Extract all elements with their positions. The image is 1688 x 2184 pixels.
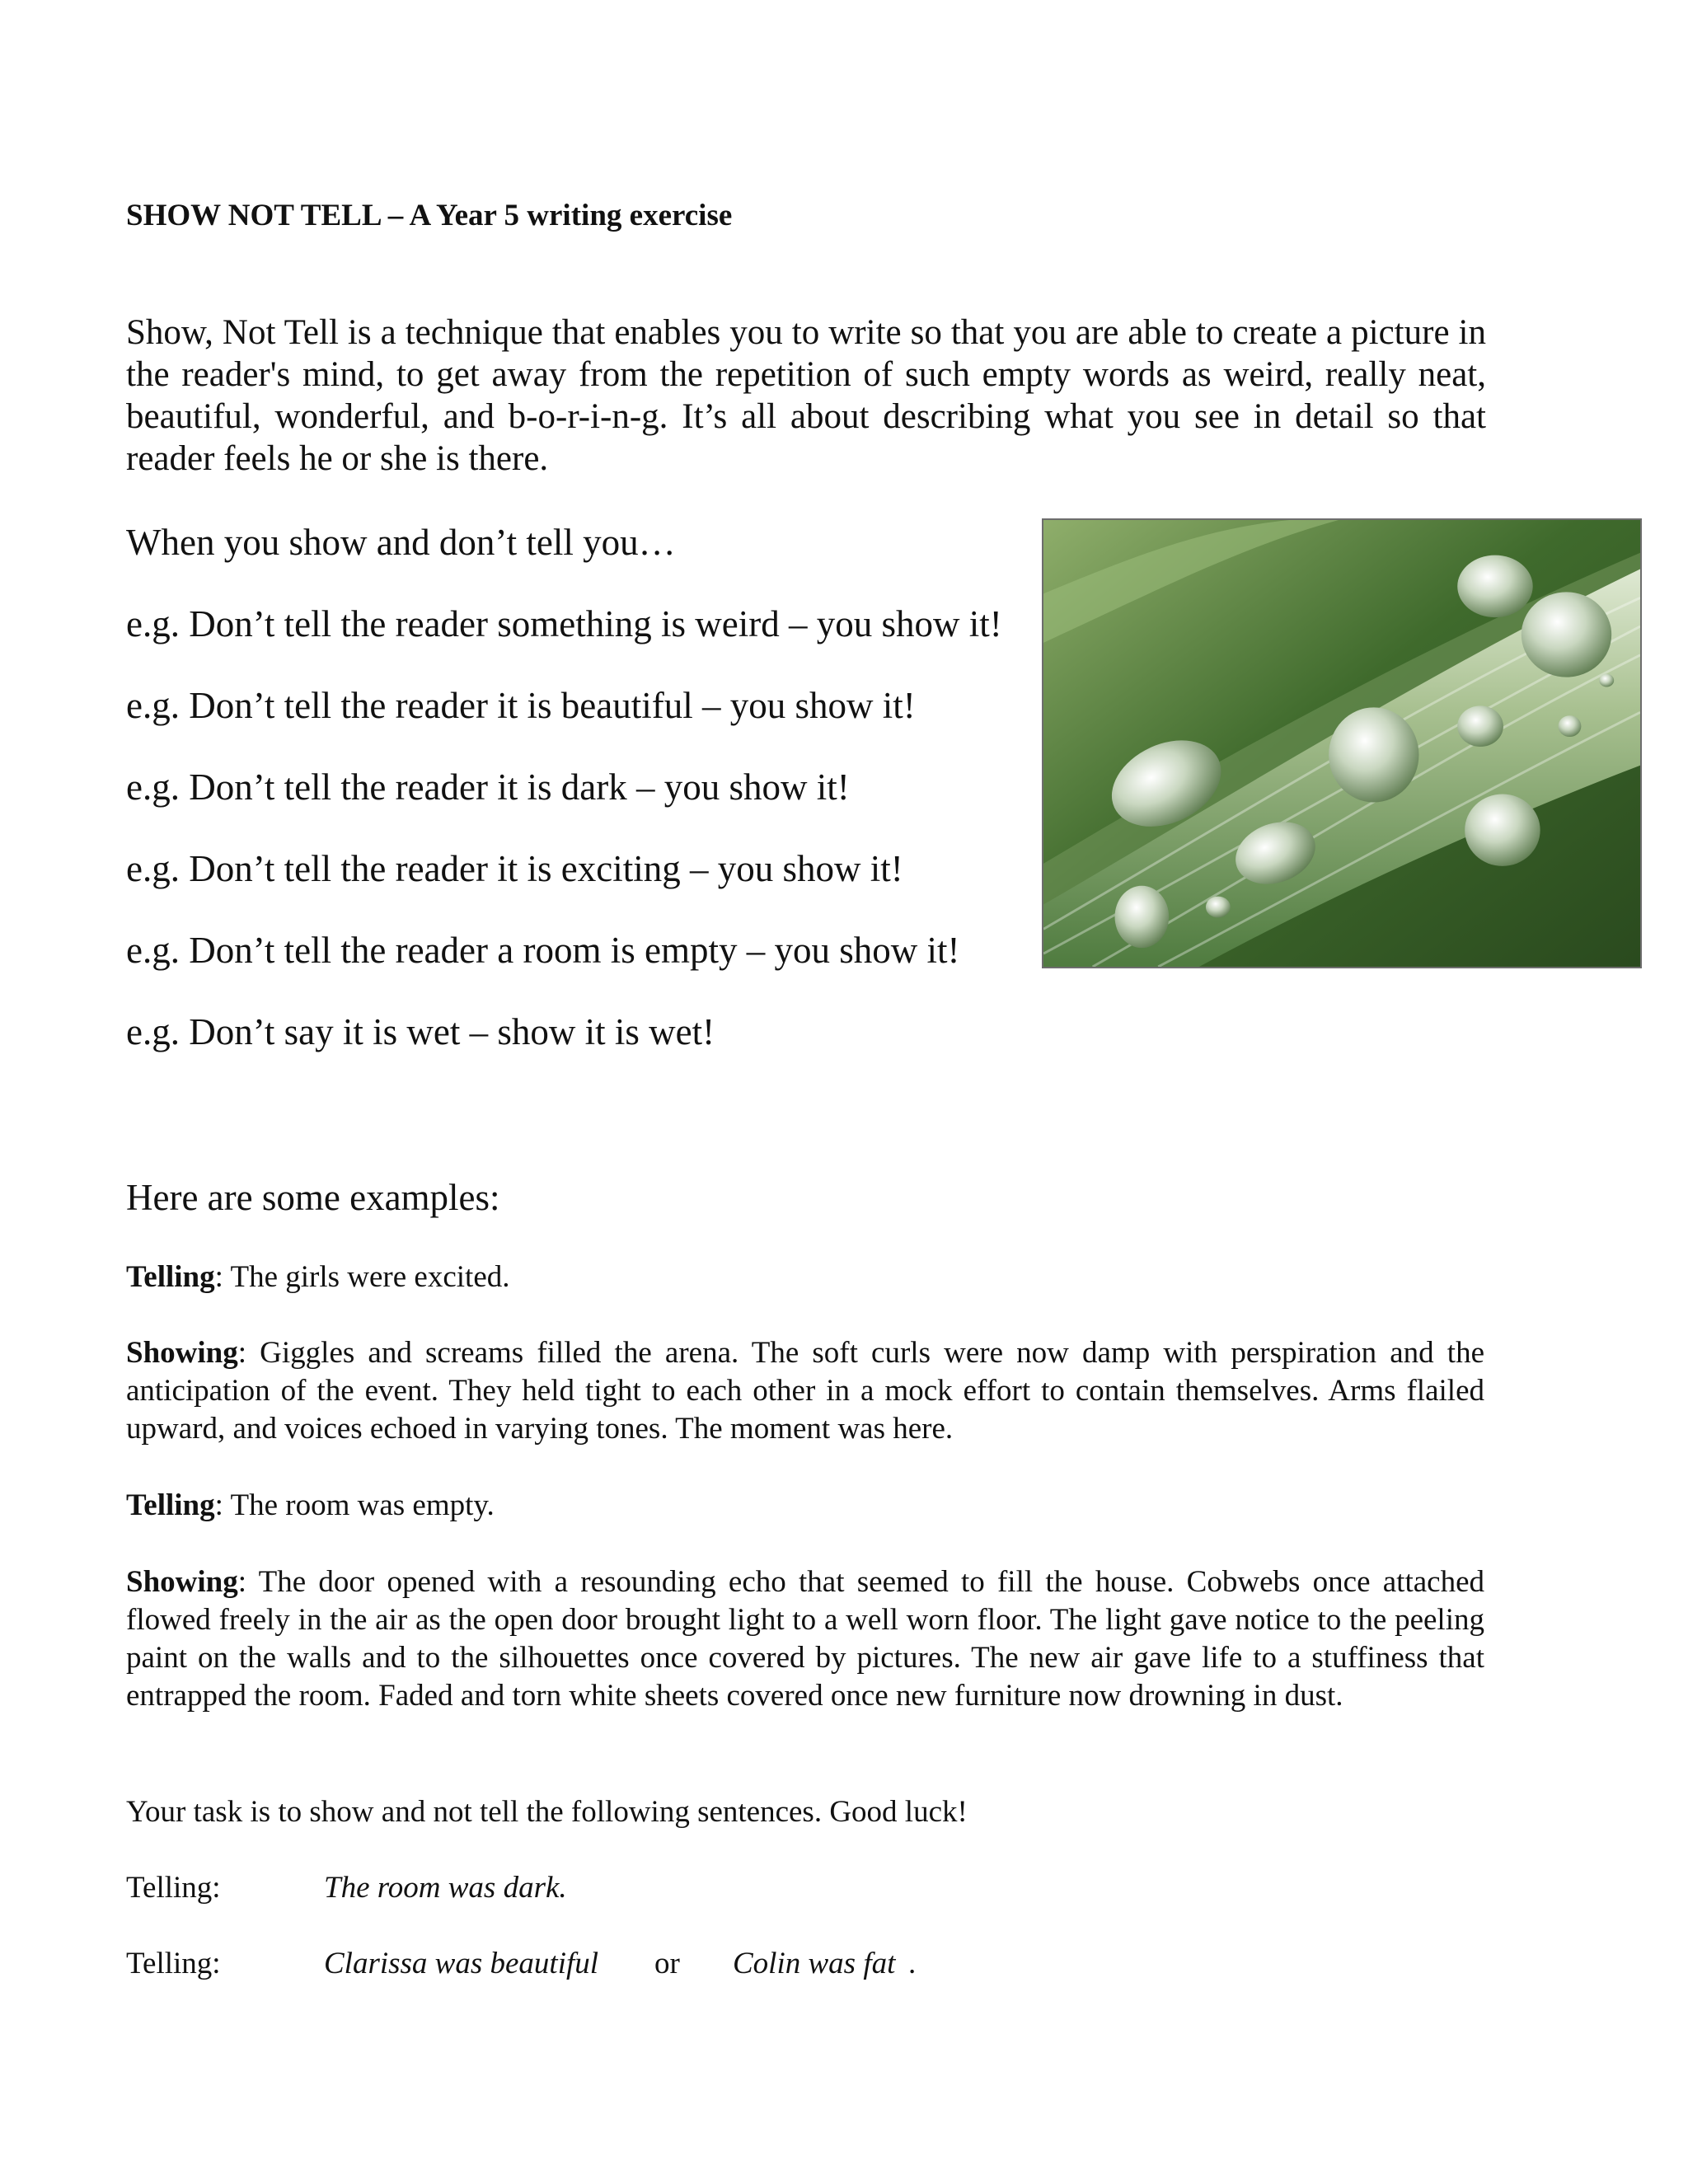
example-text: : The room was empty.: [214, 1488, 495, 1522]
task-alt-sentence: Colin was fat: [733, 1947, 896, 1980]
eg-line: e.g. Don’t tell the reader it is beautiful – you show it!: [126, 685, 916, 726]
task-row: [126, 1946, 1115, 1984]
task-end-punct: .: [908, 1947, 917, 1980]
example-text: : The door opened with a resounding echo that seemed to fill the house. Cobwebs once attached flowed freely in the air as the open door brought light to a well worn floor. The light gave notice to the peeling paint on the walls and to the silhouettes once covered by pictures. The new air gave life to a stuffiness that entrapped the room. Faded and torn white sheets covered once new furniture now drowning in dust.: [126, 1565, 1484, 1713]
water-droplets-on-leaf-photo: [1042, 518, 1642, 968]
example-text: : Giggles and screams filled the arena. The soft curls were now damp with perspiration and the anticipation of the event. They held tight to each other in a mock effort to contain themselves. Arms flailed upward, and voices echoed in varying tones. The moment was here.: [126, 1336, 1484, 1446]
example-label: Showing: [126, 1565, 238, 1599]
task-row: [126, 1870, 1115, 1908]
eg-line: e.g. Don’t tell the reader a room is empty – you show it!: [126, 930, 960, 971]
example-showing-1: [126, 1334, 1484, 1448]
task-or: or: [654, 1947, 680, 1980]
example-telling-2: [126, 1487, 1484, 1525]
task-sentence: Clarissa was beautiful: [324, 1947, 599, 1980]
intro-paragraph: Show, Not Tell is a technique that enables you to write so that you are able to create a picture in the reader's mind, to get away from the repetition of such empty words as weird, really neat, beautiful, wonderful, and b-o-r-i-n-g. It’s all about describing what you see in detail so that reader feels he or she is there.: [126, 313, 1486, 478]
examples-heading: Here are some examples:: [126, 1177, 500, 1218]
example-showing-2: [126, 1563, 1484, 1715]
task-label: Telling:: [126, 1947, 221, 1980]
page-title: SHOW NOT TELL – A Year 5 writing exercise: [126, 199, 733, 232]
task-label: Telling:: [126, 1871, 221, 1905]
example-label: Telling: [126, 1488, 215, 1522]
lead-in-line: When you show and don’t tell you…: [126, 522, 676, 563]
example-text: : The girls were excited.: [214, 1260, 510, 1294]
task-sentence: The room was dark.: [324, 1871, 567, 1905]
eg-line: e.g. Don’t tell the reader it is exciting – you show it!: [126, 848, 903, 889]
task-instruction: Your task is to show and not tell the following sentences. Good luck!: [126, 1795, 968, 1829]
example-telling-1: [126, 1258, 1484, 1296]
eg-line: e.g. Don’t tell the reader it is dark – you show it!: [126, 766, 850, 808]
example-label: Showing: [126, 1336, 238, 1370]
example-label: Telling: [126, 1260, 215, 1294]
eg-line: e.g. Don’t tell the reader something is weird – you show it!: [126, 603, 1002, 644]
eg-line: e.g. Don’t say it is wet – show it is wet!: [126, 1011, 715, 1052]
